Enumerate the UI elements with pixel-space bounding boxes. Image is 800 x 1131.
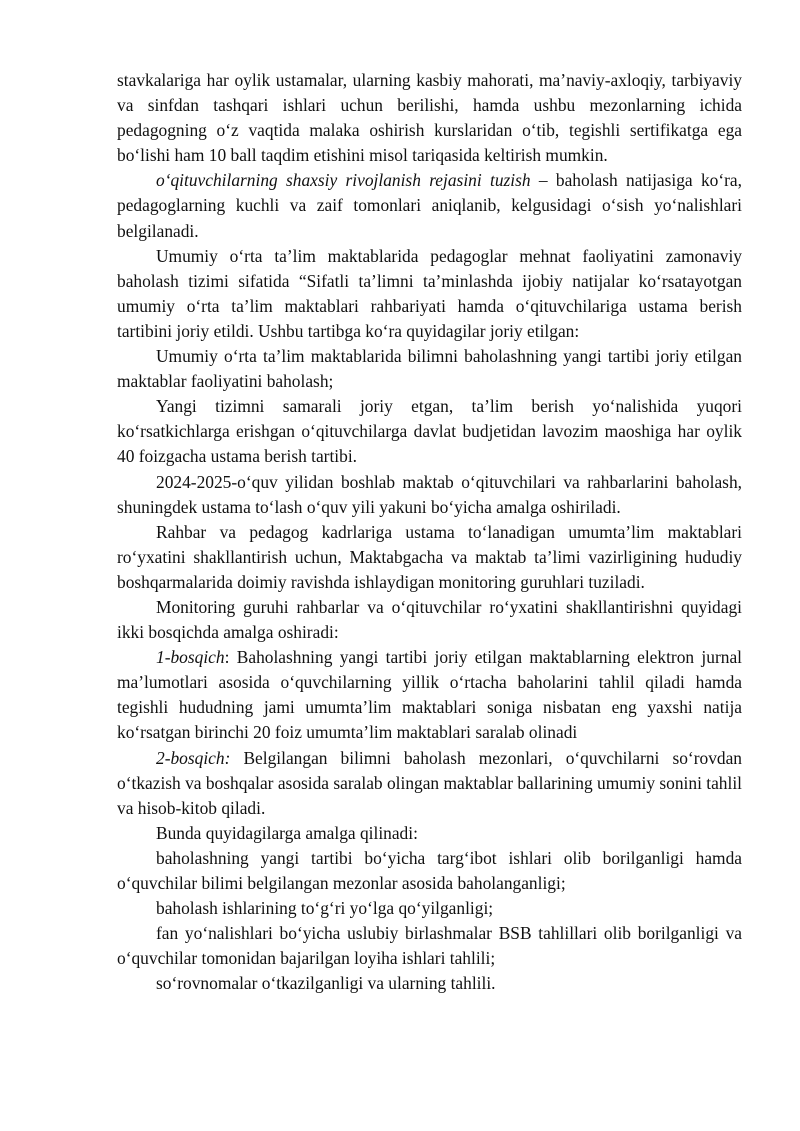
paragraph-text: stavkalariga har oylik ustamalar, ularning kasbiy mahorati, ma’naviy-axloqiy, tarbiyaviy va sinfdan tashqari ishlari uchun berilishi, hamda ushbu mezonlarning ichida pedagogning o‘z vaqtida malaka oshirish kurslaridan o‘tib, tegishli sertifikatga ega bo‘lishi ham 10 ball taqdim etishini misol tariqasida keltirish mumkin. [117, 70, 742, 166]
paragraph-text: fan yo‘nalishlari bo‘yicha uslubiy birlashmalar BSB tahlillari olib borilganligi va o‘quvchilar tomonidan bajarilgan loyiha ishlari tahlili; [117, 923, 742, 969]
italic-term: o‘qituvchilarning shaxsiy rivojlanish rejasini tuzish [156, 170, 531, 191]
paragraph-text: Bunda quyidagilarga amalga qilinadi: [156, 822, 418, 843]
paragraph-3 [117, 244, 742, 344]
paragraph-8 [117, 595, 742, 645]
paragraph-2 [117, 168, 742, 243]
paragraph-6 [117, 470, 742, 520]
paragraph-text: baholashning yangi tartibi bo‘yicha targ‘ibot ishlari olib borilganligi hamda o‘quvchilar bilimi belgilangan mezonlar asosida baholanganligi; [117, 847, 742, 893]
paragraph-11 [117, 821, 742, 846]
paragraph-text: baholash ishlarining to‘g‘ri yo‘lga qo‘yilganligi; [156, 898, 494, 919]
paragraph-text: Rahbar va pedagog kadrlariga ustama to‘lanadigan umumta’lim maktablari ro‘yxatini shakllantirish uchun, Maktabgacha va maktab ta’limi vazirligining hududiy boshqarmalarida doimiy ravishda ishlaydigan monitoring guruhlari tuziladi. [117, 521, 742, 592]
paragraph-text: 2024-2025-o‘quv yilidan boshlab maktab o‘qituvchilari va rahbarlarini baholash, shuningdek ustama to‘lash o‘quv yili yakuni bo‘yicha amalga oshiriladi. [117, 471, 742, 517]
paragraph-13 [117, 896, 742, 921]
paragraph-text: – baholash natijasiga ko‘ra, pedagoglarning kuchli va zaif tomonlari aniqlanib, kelgusidagi o‘sish yo‘nalishlari belgilanadi. [117, 170, 742, 241]
paragraph-10 [117, 746, 742, 821]
paragraph-text: : Baholashning yangi tartibi joriy etilgan maktablarning elektron jurnal ma’lumotlari asosida o‘quvchilarning yillik o‘rtacha baholarini tahlil qiladi hamda tegishli hududning jami umumta’lim maktablari soniga nisbatan eng yaxshi natija ko‘rsatgan birinchi 20 foiz umumta’lim maktablari saralab olinadi [117, 647, 742, 743]
paragraph-text: Monitoring guruhi rahbarlar va o‘qituvchilar ro‘yxatini shakllantirishni quyidagi ikki bosqichda amalga oshiradi: [117, 596, 742, 643]
paragraph-12 [117, 846, 742, 896]
paragraph-text: Umumiy o‘rta ta’lim maktablarida bilimni baholashning yangi tartibi joriy etilgan maktablar faoliyatini baholash; [117, 346, 742, 392]
paragraph-text: Yangi tizimni samarali joriy etgan, ta’lim berish yo‘nalishida yuqori ko‘rsatkichlarga erishgan o‘qituvchilarga davlat budjetidan lavozim maoshiga har oylik 40 foizgacha ustama berish tartibi. [117, 396, 742, 467]
paragraph-text: so‘rovnomalar o‘tkazilganligi va ularning tahlili. [156, 973, 496, 994]
document-page [117, 68, 742, 996]
stage-label: 2-bosqich: [156, 747, 231, 768]
paragraph-text: Belgilangan bilimni baholash mezonlari, o‘quvchilarni so‘rovdan o‘tkazish va boshqalar asosida saralab olingan maktablar ballarining umumiy sonini tahlil va hisob-kitob qiladi. [117, 747, 742, 818]
paragraph-1 [117, 68, 742, 168]
paragraph-14 [117, 921, 742, 971]
paragraph-4 [117, 344, 742, 394]
paragraph-text: Umumiy o‘rta ta’lim maktablarida pedagoglar mehnat faoliyatini zamonaviy baholash tizimi sifatida “Sifatli ta’limni ta’minlashda ijobiy natijalar ko‘rsatayotgan umumiy o‘rta ta’lim maktablari rahbariyati hamda o‘qituvchilariga ustama berish tartibini joriy etildi. Ushbu tartibga ko‘ra quyidagilar joriy etilgan: [117, 245, 742, 341]
paragraph-7 [117, 520, 742, 595]
stage-label: 1-bosqich [156, 647, 225, 668]
paragraph-5 [117, 394, 742, 469]
paragraph-9 [117, 645, 742, 745]
paragraph-15 [117, 971, 742, 996]
